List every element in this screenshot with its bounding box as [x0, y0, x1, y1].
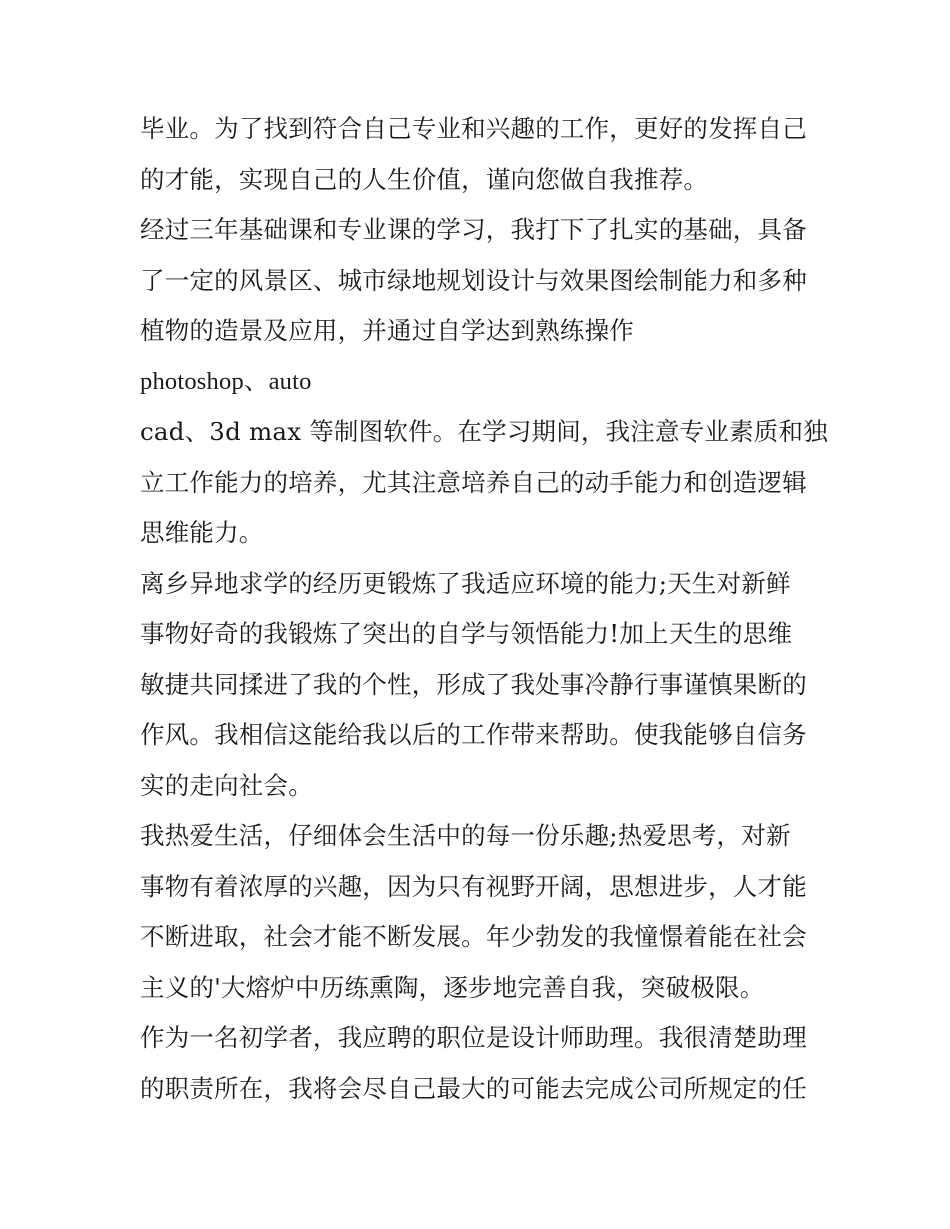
text-line: photoshop、auto — [140, 367, 312, 395]
text-line: 作为一名初学者，我应聘的职位是设计师助理。我很清楚助理 — [140, 1023, 807, 1052]
text-line: 不断进取，社会才能不断发展。年少勃发的我憧憬着能在社会 — [140, 922, 807, 951]
text-line: 作风。我相信这能给我以后的工作带来帮助。使我能够自信务 — [140, 720, 807, 749]
text-line: 立工作能力的培养，尤其注意培养自己的动手能力和创造逻辑 — [140, 467, 807, 497]
text-line: 了一定的风景区、城市绿地规划设计与效果图绘制能力和多种 — [140, 265, 807, 295]
text-line: 离乡异地求学的经历更锻炼了我适应环境的能力;天生对新鲜 — [140, 568, 791, 598]
text-line: 的职责所在，我将会尽自己最大的可能去完成公司所规定的任 — [140, 1073, 807, 1103]
text-line: 思维能力。 — [140, 518, 264, 547]
text-line: 毕业。为了找到符合自己专业和兴趣的工作，更好的发挥自己 — [140, 114, 807, 143]
text-line: 我热爱生活，仔细体会生活中的每一份乐趣;热爱思考，对新 — [140, 821, 791, 850]
text-line: 主义的'大熔炉中历练熏陶，逐步地完善自我，突破极限。 — [140, 972, 765, 1002]
text-line: 植物的造景及应用，并通过自学达到熟练操作 — [140, 316, 634, 345]
text-line: 经过三年基础课和专业课的学习，我打下了扎实的基础，具备 — [140, 215, 807, 244]
text-line: cad、3d max 等制图软件。在学习期间，我注意专业素质和独 — [140, 417, 828, 446]
text-line: 实的走向社会。 — [140, 770, 313, 800]
text-line: 事物有着浓厚的兴趣，因为只有视野开阔，思想进步，人才能 — [140, 871, 807, 901]
text-line: 的才能，实现自己的人生价值，谨向您做自我推荐。 — [140, 164, 709, 194]
text-line: 事物好奇的我锻炼了突出的自学与领悟能力!加上天生的思维 — [140, 619, 793, 648]
text-line: 敏捷共同揉进了我的个性，形成了我处事冷静行事谨慎果断的 — [140, 669, 807, 699]
document-body — [140, 104, 830, 1114]
